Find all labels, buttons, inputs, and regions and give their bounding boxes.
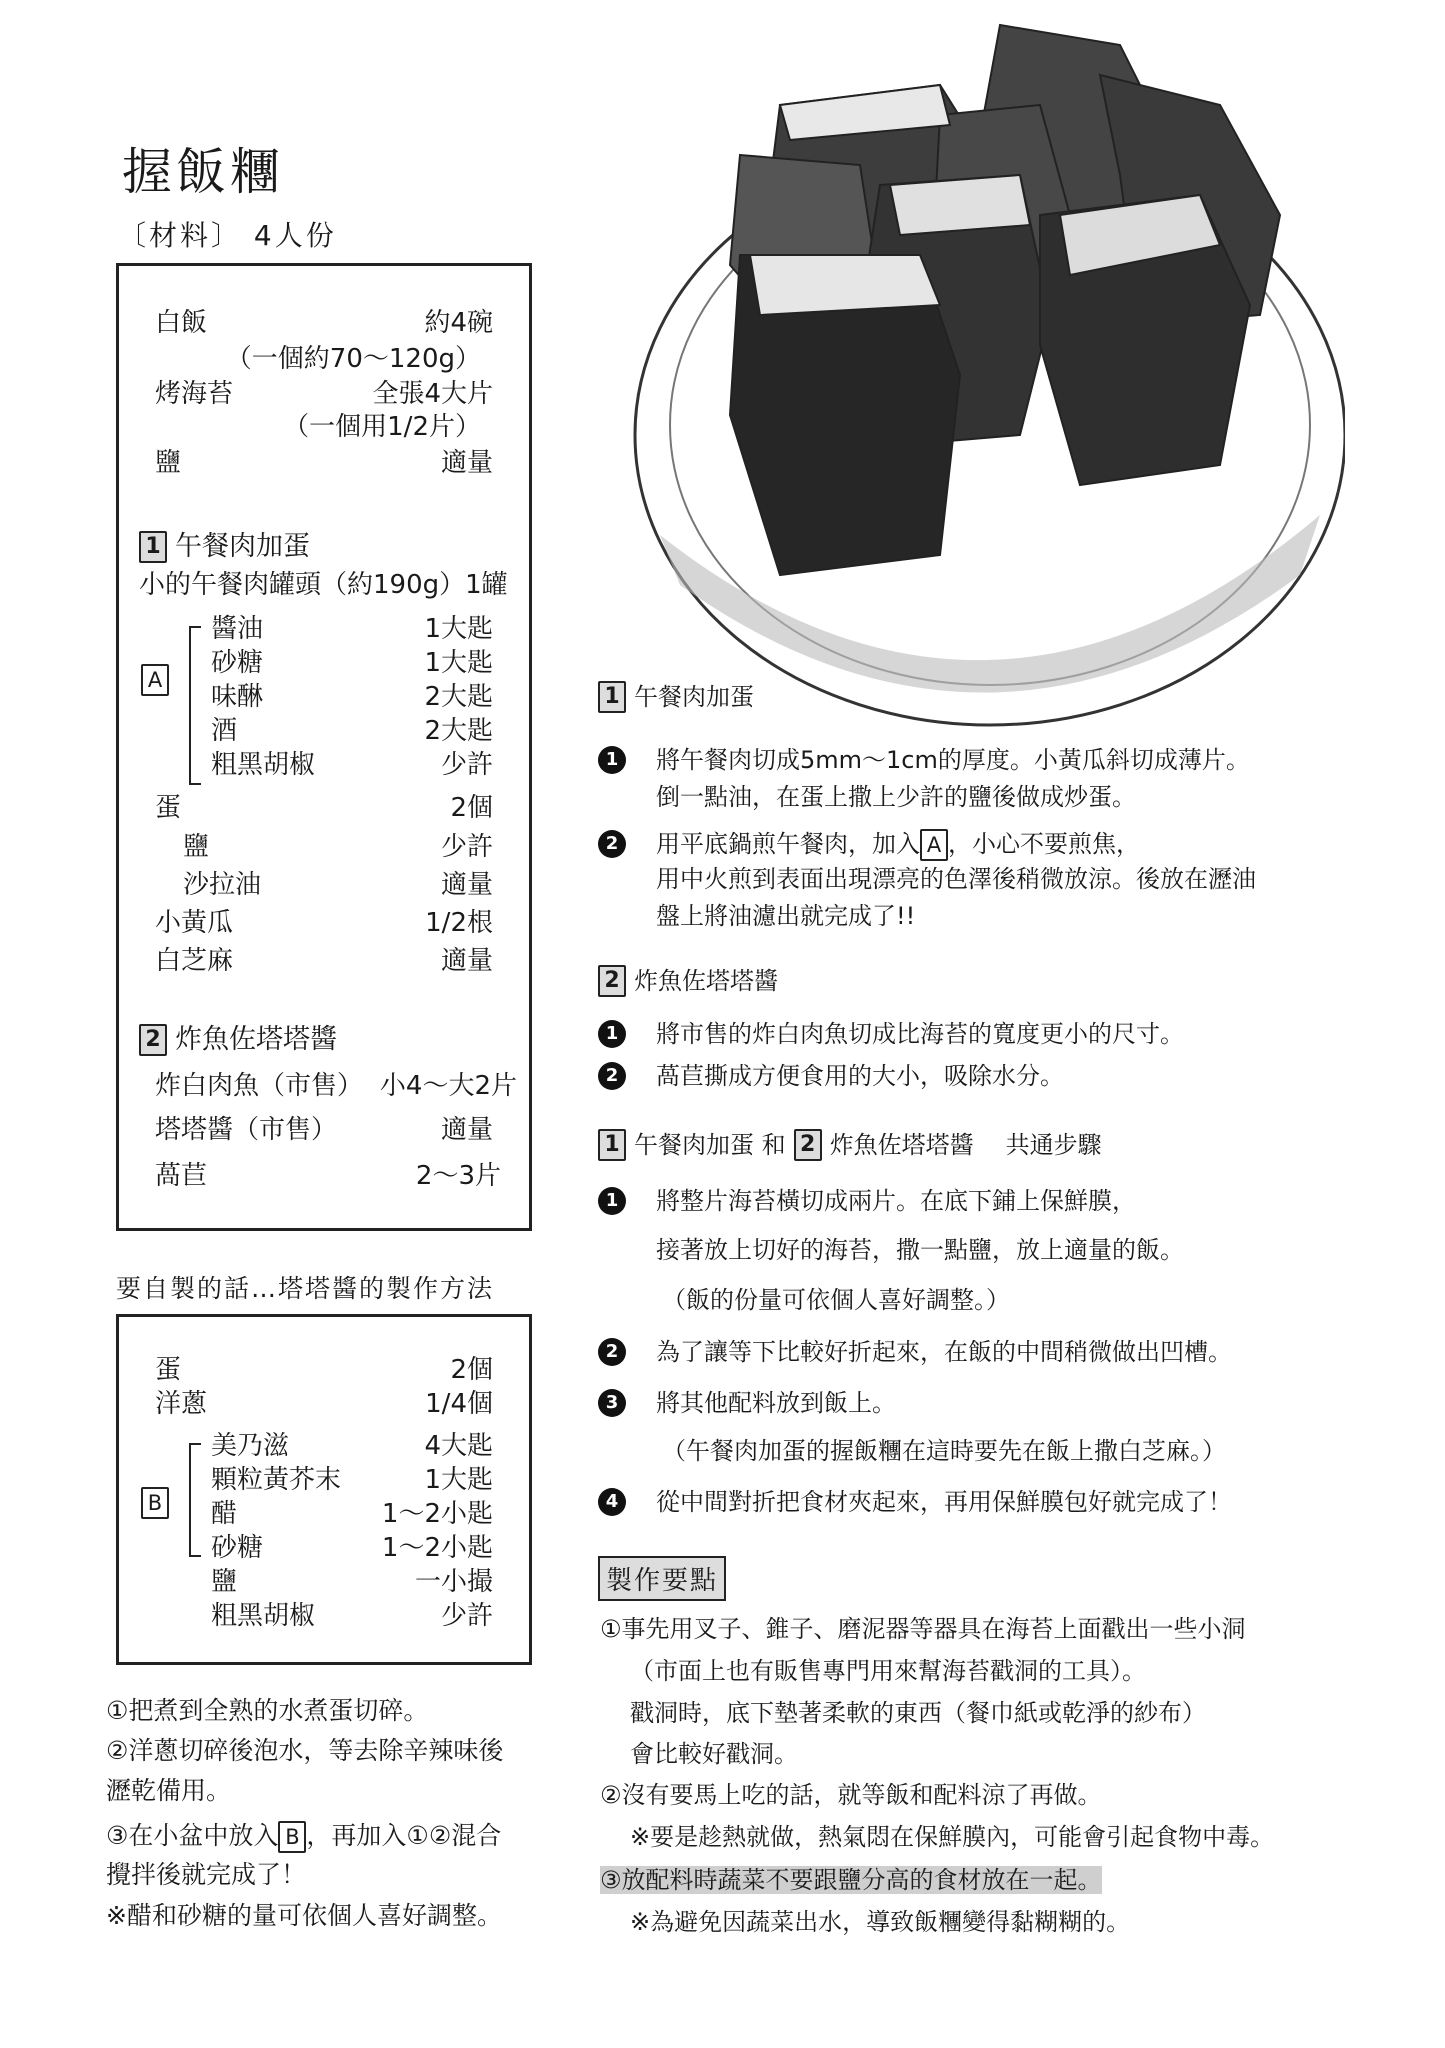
group-a-label: A [141, 664, 169, 696]
step-number-icon: 1 [598, 1187, 626, 1215]
ingredient-row [211, 1429, 493, 1463]
ingredient-row [155, 446, 493, 480]
ingredient-amount: 少許 [440, 750, 493, 780]
section-number-badge: 1 [139, 531, 167, 563]
ingredient-amount: 1～2小匙 [381, 1533, 493, 1563]
ingredient-row [155, 306, 493, 340]
ingredient-name: 味醂 [211, 682, 264, 712]
ingredient-name: 烤海苔 [155, 379, 234, 409]
step-text: 盤上將油濾出就完成了!! [656, 902, 916, 930]
ingredient-note [155, 410, 481, 444]
section-number-badge: 1 [598, 681, 626, 713]
section1-header [139, 530, 310, 564]
ingredient-row [211, 714, 493, 748]
group-a-ref: A [920, 829, 948, 861]
ingredient-amount: 少許 [440, 832, 493, 862]
step-text: （飯的份量可依個人喜好調整。） [662, 1286, 1010, 1314]
ingredient-row [155, 791, 493, 825]
tartar-step: ①把煮到全熟的水煮蛋切碎。 [106, 1696, 429, 1725]
section-number-badge: 1 [598, 1129, 626, 1161]
ingredient-row [211, 748, 493, 782]
ingredient-amount: 約4碗 [424, 308, 493, 338]
ingredient-name: 醬油 [211, 614, 264, 644]
section-label: 炸魚佐塔塔醬 [829, 1131, 974, 1159]
ingredient-amount: 適量 [440, 1115, 493, 1145]
tip-line: ②沒有要馬上吃的話，就等飯和配料涼了再做。 [600, 1781, 1102, 1809]
ingredient-name: 塔塔醬（市售） [155, 1115, 338, 1145]
step-text: 為了讓等下比較好折起來，在飯的中間稍微做出凹槽。 [656, 1338, 1232, 1366]
tartar-step: 瀝乾備用。 [106, 1776, 232, 1805]
ingredient-amount: 4大匙 [424, 1431, 493, 1461]
ingredient-row [155, 1113, 493, 1147]
step-text: 將午餐肉切成5mm～1cm的厚度。小黃瓜斜切成薄片。 [656, 746, 1250, 774]
section2-header [139, 1023, 337, 1057]
step-number-icon: 2 [598, 830, 626, 858]
ingredients-header: 〔材料〕 4人份 [118, 219, 337, 252]
ingredient-row [155, 1387, 493, 1421]
group-b-label: B [141, 1487, 169, 1519]
tartar-box [116, 1314, 532, 1665]
ingredient-row [155, 1069, 517, 1103]
step-number-icon: 4 [598, 1488, 626, 1516]
ingredient-amount: 2個 [450, 793, 493, 823]
group-b-ref: B [278, 1821, 306, 1853]
step-text: 倒一點油，在蛋上撒上少許的鹽後做成炒蛋。 [656, 783, 1136, 811]
ingredient-amount: 1大匙 [424, 614, 493, 644]
section-label: 午餐肉加蛋 和 [634, 1131, 786, 1159]
group-bracket [189, 1443, 201, 1557]
step-text: ，再加入①②混合 [306, 1821, 502, 1850]
ingredient-name: 酒 [211, 716, 238, 746]
ingredient-name: 白飯 [155, 308, 208, 338]
common-steps-header [598, 1128, 1102, 1162]
ingredient-row [155, 906, 493, 940]
step-text: 從中間對折把食材夾起來，再用保鮮膜包好就完成了！ [656, 1488, 1232, 1516]
ingredient-amount: 小4～大2片 [379, 1071, 517, 1101]
method-section2-header [598, 964, 778, 998]
note-text: （一個用1/2片） [283, 412, 481, 442]
section-label: 共通步驟 [1005, 1131, 1102, 1159]
ingredient-row [155, 1353, 493, 1387]
ingredient-amount: 2個 [450, 1355, 493, 1385]
ingredient-row [155, 1159, 501, 1193]
ingredient-row [155, 944, 493, 978]
rice-ball-illustration [600, 15, 1345, 745]
ingredient-row [211, 1531, 493, 1565]
ingredient-row [211, 646, 493, 680]
ingredient-name: 顆粒黃芥末 [211, 1465, 342, 1495]
step-number-icon: 3 [598, 1389, 626, 1417]
ingredient-row [183, 868, 493, 902]
ingredient-amount: 1大匙 [424, 648, 493, 678]
tips-title: 製作要點 [598, 1556, 726, 1601]
ingredient-name: 蛋 [155, 1355, 182, 1385]
ingredient-row [211, 1565, 493, 1599]
section-number-badge: 2 [794, 1129, 822, 1161]
ingredient-name: 醋 [211, 1499, 238, 1529]
tip-line: 戳洞時，底下墊著柔軟的東西（餐巾紙或乾淨的紗布） [630, 1699, 1206, 1727]
section-number-badge: 2 [598, 965, 626, 997]
ingredient-amount: 適量 [440, 946, 493, 976]
ingredient-row [211, 1463, 493, 1497]
step-text: 萵苣撕成方便食用的大小，吸除水分。 [656, 1062, 1064, 1090]
ingredient-name: 沙拉油 [183, 870, 262, 900]
step-number-icon: 1 [598, 746, 626, 774]
tartar-step [106, 1819, 501, 1853]
ingredient-amount: 1/4個 [425, 1389, 493, 1419]
ingredient-name: 蛋 [155, 793, 182, 823]
ingredient-name: 砂糖 [211, 1533, 264, 1563]
ingredient-row [211, 612, 493, 646]
section-number-badge: 2 [139, 1024, 167, 1056]
tartar-note: ※醋和砂糖的量可依個人喜好調整。 [106, 1901, 502, 1930]
step-text: 將其他配料放到飯上。 [656, 1389, 896, 1417]
ingredient-name: 萵苣 [155, 1161, 208, 1191]
step-text: 用平底鍋煎午餐肉，加入 [656, 830, 920, 858]
ingredient-row [155, 377, 493, 411]
ingredient-amount: 一小撮 [414, 1567, 493, 1597]
ingredient-row [183, 830, 493, 864]
ingredient-name: 美乃滋 [211, 1431, 290, 1461]
tip-line: ①事先用叉子、錐子、磨泥器等器具在海苔上面戳出一些小洞 [600, 1615, 1246, 1643]
ingredient-amount: 全張4大片 [372, 379, 493, 409]
highlighted-tip: ③放配料時蔬菜不要跟鹽分高的食材放在一起。 [600, 1866, 1102, 1894]
step-number-icon: 2 [598, 1338, 626, 1366]
ingredient-row [211, 1497, 493, 1531]
step-text: 接著放上切好的海苔，撒一點鹽，放上適量的飯。 [656, 1236, 1184, 1264]
step-number-icon: 2 [598, 1062, 626, 1090]
ingredient-name: 粗黑胡椒 [211, 750, 316, 780]
ingredient-row [211, 1599, 493, 1633]
group-bracket [189, 626, 201, 785]
tartar-step: 攪拌後就完成了！ [106, 1860, 307, 1889]
ingredient-amount: 少許 [440, 1601, 493, 1631]
ingredient-name: 鹽 [183, 832, 210, 862]
note-text: （一個約70～120g） [225, 344, 481, 374]
step-number-icon: 1 [598, 1020, 626, 1048]
ingredient-note [155, 342, 481, 376]
step-text: ③在小盆中放入 [106, 1821, 279, 1850]
ingredient-amount: 1～2小匙 [381, 1499, 493, 1529]
section-label: 午餐肉加蛋 [175, 531, 310, 562]
ingredient-row [139, 568, 517, 602]
tartar-step: ②洋蔥切碎後泡水，等去除辛辣味後 [106, 1736, 504, 1765]
ingredient-amount: 適量 [440, 870, 493, 900]
method-section1-header [598, 680, 754, 714]
ingredient-name: 洋蔥 [155, 1389, 208, 1419]
ingredient-name: 鹽 [211, 1567, 238, 1597]
ingredient-row [211, 680, 493, 714]
section-label: 炸魚佐塔塔醬 [175, 1024, 337, 1055]
section-label: 炸魚佐塔塔醬 [634, 967, 778, 995]
ingredient-amount: 2～3片 [415, 1161, 501, 1191]
ingredient-amount: 2大匙 [424, 682, 493, 712]
section-label: 午餐肉加蛋 [634, 683, 754, 711]
tip-line: ※要是趁熱就做，熱氣悶在保鮮膜內，可能會引起食物中毒。 [630, 1823, 1275, 1851]
ingredient-name: 砂糖 [211, 648, 264, 678]
step-text: ，小心不要煎焦， [948, 830, 1140, 858]
step-text: 用中火煎到表面出現漂亮的色澤後稍微放涼。後放在瀝油 [656, 865, 1256, 893]
step-text: （午餐肉加蛋的握飯糰在這時要先在飯上撒白芝麻。） [662, 1437, 1226, 1465]
tip-line: 會比較好戳洞。 [630, 1740, 798, 1768]
ingredient-name: 粗黑胡椒 [211, 1601, 316, 1631]
ingredient-amount: 適量 [440, 448, 493, 478]
tartar-heading: 要自製的話…塔塔醬的製作方法 [116, 1274, 495, 1303]
tip-line [600, 1863, 1102, 1897]
tip-line: （市面上也有販售專門用來幫海苔戳洞的工具）。 [630, 1657, 1146, 1685]
ingredient-amount: 1大匙 [424, 1465, 493, 1495]
step-text: 將市售的炸白肉魚切成比海苔的寬度更小的尺寸。 [656, 1020, 1184, 1048]
step-text: 將整片海苔橫切成兩片。在底下鋪上保鮮膜， [656, 1187, 1136, 1215]
ingredient-amount: 2大匙 [424, 716, 493, 746]
ingredient-amount: 1/2根 [425, 908, 493, 938]
ingredient-name: 小黃瓜 [155, 908, 234, 938]
ingredient-name: 小的午餐肉罐頭（約190g）1罐 [139, 570, 508, 600]
ingredient-name: 鹽 [155, 448, 182, 478]
tip-line: ※為避免因蔬菜出水，導致飯糰變得黏糊糊的。 [630, 1908, 1131, 1936]
ingredient-name: 白芝麻 [155, 946, 234, 976]
recipe-title: 握飯糰 [122, 143, 284, 201]
ingredient-name: 炸白肉魚（市售） [155, 1071, 364, 1101]
ingredients-box [116, 263, 532, 1231]
